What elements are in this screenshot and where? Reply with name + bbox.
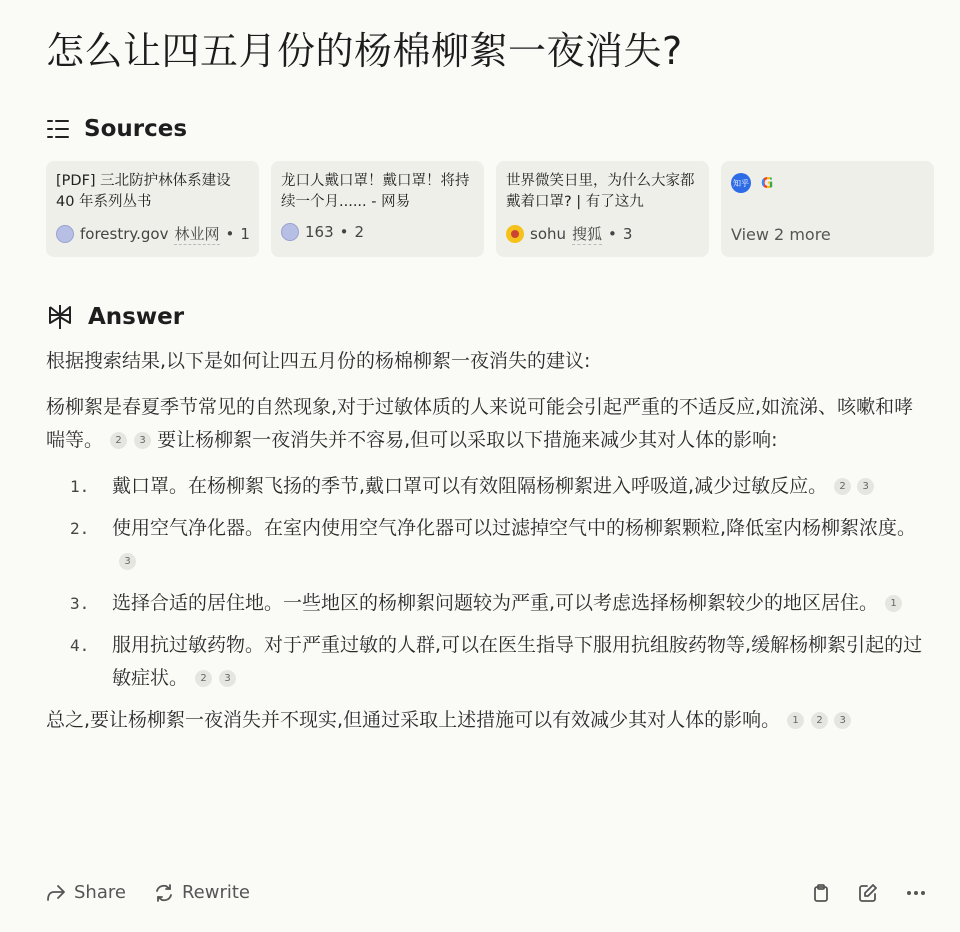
share-icon (46, 884, 66, 902)
source-card-title: 龙口人戴口罩！戴口罩！将持续一个月...... - 网易 (281, 173, 470, 210)
step-item (46, 470, 926, 503)
citation-badge[interactable]: 3 (219, 670, 236, 687)
rewrite-icon (154, 883, 174, 903)
answer-heading (46, 303, 184, 331)
view-more-label: View 2 more (731, 225, 831, 244)
globe-icon (56, 225, 74, 243)
citation-badge[interactable]: 2 (195, 670, 212, 687)
answer-footer (46, 882, 926, 903)
step-text: 使用空气净化器。在室内使用空气净化器可以过滤掉空气中的杨柳絮颗粒,降低室内杨柳絮浓度。 (112, 517, 917, 539)
citation-badge[interactable]: 3 (119, 553, 136, 570)
source-card[interactable] (496, 161, 709, 257)
source-cards (46, 161, 934, 257)
question-title: 怎么让四五月份的杨棉柳絮一夜消失? (46, 29, 683, 73)
answer-paragraph-text: 杨柳絮是春夏季节常见的自然现象,对于过敏体质的人来说可能会引起严重的不适反应,如流涕、咳嗽和哮喘等。 (46, 396, 914, 451)
sources-icon (46, 118, 70, 140)
source-domain: forestry.gov (80, 225, 169, 243)
answer-heading-label: Answer (88, 304, 185, 330)
step-item (46, 512, 926, 578)
step-number: 3. (70, 594, 90, 613)
separator-dot: • (339, 223, 349, 241)
source-index: 1 (240, 225, 250, 243)
answer-body (46, 345, 926, 750)
source-card-meta (506, 223, 632, 245)
citation-badge[interactable]: 2 (811, 712, 828, 729)
edit-icon[interactable] (858, 883, 878, 903)
answer-conclusion (46, 704, 926, 737)
source-index: 3 (622, 225, 633, 243)
source-card[interactable] (46, 161, 259, 257)
sources-heading-label: Sources (84, 116, 188, 142)
globe-icon (281, 223, 299, 241)
separator-dot: • (608, 225, 617, 243)
view-more-card[interactable] (721, 161, 934, 257)
answer-steps (46, 470, 926, 695)
step-text: 服用抗过敏药物。对于严重过敏的人群,可以在医生指导下服用抗组胺药物等,缓解杨柳絮引起的过敏症状。 (112, 634, 923, 689)
share-button[interactable] (46, 882, 126, 903)
source-card-title: [PDF] 三北防护林体系建设40 年系列丛书 (56, 173, 231, 210)
copy-icon[interactable] (812, 883, 830, 903)
more-options-icon[interactable] (906, 890, 926, 896)
answer-paragraph (46, 391, 926, 457)
citation-badge[interactable]: 3 (857, 478, 874, 495)
source-site-name: 搜狐 (572, 225, 603, 243)
sohu-logo-icon (506, 225, 524, 243)
answer-logo-icon (46, 303, 74, 331)
source-index: 2 (354, 223, 365, 241)
zhihu-icon: 知乎 (731, 173, 751, 193)
source-domain: 163 (305, 223, 334, 241)
more-source-icons (731, 173, 924, 193)
source-card-meta (56, 223, 250, 245)
citation-badge[interactable]: 2 (110, 432, 127, 449)
google-icon: G (761, 174, 774, 192)
step-text: 选择合适的居住地。一些地区的杨柳絮问题较为严重,可以考虑选择杨柳絮较少的地区居住。 (112, 592, 879, 614)
source-card-meta (281, 223, 364, 241)
citation-badge[interactable]: 3 (134, 432, 151, 449)
step-number: 2. (70, 519, 90, 538)
citation-badge[interactable]: 2 (834, 478, 851, 495)
source-domain: sohu (530, 225, 567, 243)
answer-intro: 根据搜索结果,以下是如何让四五月份的杨棉柳絮一夜消失的建议: (46, 350, 591, 372)
source-site-name: 林业网 (174, 225, 220, 243)
separator-dot: • (225, 225, 235, 243)
rewrite-button[interactable] (154, 882, 250, 903)
rewrite-label: Rewrite (181, 882, 250, 903)
step-item (46, 587, 926, 620)
source-card[interactable] (271, 161, 484, 257)
share-label: Share (74, 882, 126, 903)
step-number: 1. (70, 477, 90, 496)
answer-paragraph-text: 要让杨柳絮一夜消失并不容易,但可以采取以下措施来减少其对人体的影响: (157, 429, 778, 451)
citation-badge[interactable]: 1 (885, 595, 902, 612)
citation-badge[interactable]: 3 (834, 712, 851, 729)
step-number: 4. (70, 636, 90, 655)
source-card-title: 世界微笑日里，为什么大家都戴着口罩? | 有了这九 (506, 173, 695, 210)
sources-heading (46, 116, 187, 142)
step-item (46, 629, 926, 695)
citation-badge[interactable]: 1 (787, 712, 804, 729)
footer-actions (812, 883, 926, 903)
conclusion-text: 总之,要让杨柳絮一夜消失并不现实,但通过采取上述措施可以有效减少其对人体的影响。 (46, 709, 781, 731)
step-text: 戴口罩。在杨柳絮飞扬的季节,戴口罩可以有效阻隔杨柳絮进入呼吸道,减少过敏反应。 (112, 475, 828, 497)
